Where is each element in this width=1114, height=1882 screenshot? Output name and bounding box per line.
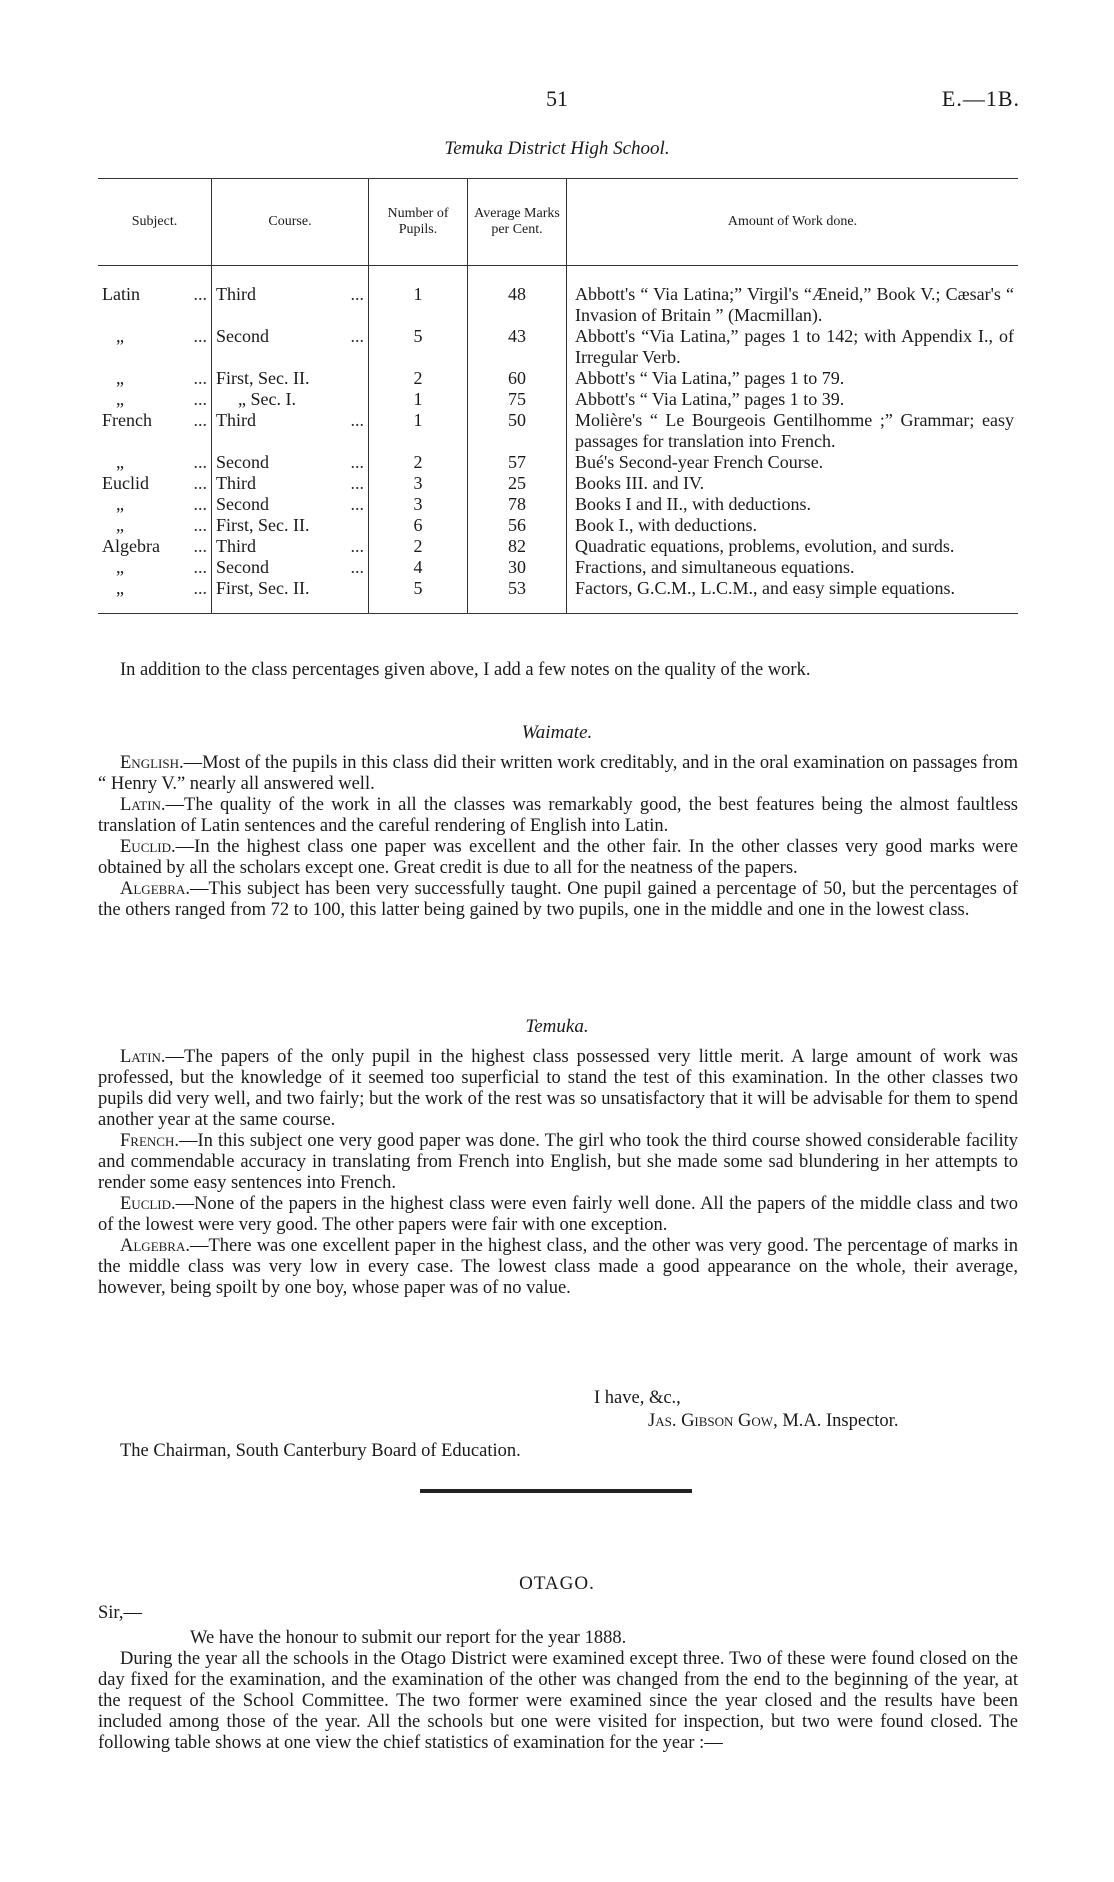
average-cell: 75 <box>468 389 567 410</box>
subject-cell <box>98 536 212 557</box>
temuka-latin-paragraph <box>98 1047 1018 1131</box>
subject-cell <box>98 266 212 327</box>
course-cell <box>212 578 369 614</box>
average-cell: 53 <box>468 578 567 614</box>
work-cell: Abbott's “ Via Latina,” pages 1 to 39. <box>567 389 1019 410</box>
subject-name: „ <box>116 326 124 346</box>
leader-dots: ... <box>193 326 207 346</box>
subject-cell <box>98 326 212 368</box>
course-name: First, Sec. II. <box>216 578 310 598</box>
number-cell: 2 <box>369 536 468 557</box>
leader-dots: ... <box>193 557 207 577</box>
signature-title: M.A. Inspector. <box>782 1411 899 1431</box>
page-reference: E.—1B. <box>941 86 1020 111</box>
number-cell: 6 <box>369 515 468 536</box>
table-row <box>98 473 1018 494</box>
temuka-section <box>98 1047 1018 1299</box>
table-row <box>98 578 1018 614</box>
course-name: Third <box>216 284 256 304</box>
header-work: Amount of Work done. <box>567 179 1019 266</box>
table-row <box>98 494 1018 515</box>
course-name: Third <box>216 410 256 430</box>
course-cell <box>212 326 369 368</box>
subject-name: Euclid <box>102 473 149 493</box>
average-cell: 78 <box>468 494 567 515</box>
leader-dots: ... <box>350 326 364 346</box>
subject-name: Algebra <box>102 536 160 556</box>
paragraph-text: —The quality of the work in all the classes was remarkably good, the best features being the almost faultless translation of Latin sentences and the careful rendering of English into Latin. <box>98 795 1018 836</box>
subject-name: „ <box>116 578 124 598</box>
course-cell <box>212 473 369 494</box>
leader-dots: ... <box>193 473 207 493</box>
subject-cell <box>98 368 212 389</box>
work-cell: Abbott's “Via Latina,” pages 1 to 142; with Appendix I., of Irregular Verb. <box>567 326 1019 368</box>
course-cell <box>212 536 369 557</box>
paragraph-label: Algebra. <box>120 879 190 899</box>
work-cell: Abbott's “ Via Latina;” Virgil's “Æneid,” Book V.; Cæsar's “ Invasion of Britain ” (Macmillan). <box>567 266 1019 327</box>
paragraph-label: Algebra. <box>120 1236 190 1256</box>
work-cell: Bué's Second-year French Course. <box>567 452 1019 473</box>
work-cell: Molière's “ Le Bourgeois Gentilhomme ;” Grammar; easy passages for translation into French. <box>567 410 1019 452</box>
subject-cell <box>98 473 212 494</box>
course-name: First, Sec. II. <box>216 368 310 388</box>
course-cell <box>212 494 369 515</box>
subject-cell <box>98 452 212 473</box>
paragraph-label: Euclid. <box>120 837 176 857</box>
otago-title: OTAGO. <box>519 1573 595 1594</box>
otago-paragraph-2: During the year all the schools in the Otago District were examined except three. Two of these were found closed on the day fixed for the examination, and the examination of the other was changed from the end to the beginning of the year, at the request of the School Committee. The two former were examined since the year closed and the results have been included among those of the year. All the schools but one were visited for inspection, but two were found closed. The following table shows at one view the chief statistics of examination for the year :— <box>98 1649 1018 1753</box>
subject-name: „ <box>116 452 124 472</box>
paragraph-text: —In this subject one very good paper was done. The girl who took the third course showed considerable facility and commendable accuracy in translating from French into English, but she made some sad blundering in her attempts to render some easy sentences into French. <box>98 1131 1018 1193</box>
temuka-french-paragraph <box>98 1131 1018 1194</box>
number-cell: 2 <box>369 452 468 473</box>
leader-dots: ... <box>350 494 364 514</box>
course-name: First, Sec. II. <box>216 515 310 535</box>
number-cell: 1 <box>369 266 468 327</box>
subject-name: Latin <box>102 284 140 304</box>
subject-name: „ <box>116 494 124 514</box>
paragraph-label: Latin. <box>120 1047 166 1067</box>
waimate-title: Waimate. <box>521 722 593 743</box>
average-cell: 25 <box>468 473 567 494</box>
waimate-english-paragraph <box>98 753 1018 795</box>
subject-name: „ <box>116 515 124 535</box>
leader-dots: ... <box>350 452 364 472</box>
paragraph-text: —This subject has been very successfully taught. One pupil gained a percentage of 50, but the percentages of the others ranged from 72 to 100, this latter being gained by two pupils, one in the middle and one in the lowest class. <box>98 879 1018 920</box>
paragraph-label: English. <box>120 753 184 773</box>
header-subject: Subject. <box>98 179 212 266</box>
course-name: Second <box>216 452 269 472</box>
closing-line: I have, &c., <box>594 1388 681 1408</box>
results-table-container <box>98 178 1018 614</box>
number-cell: 1 <box>369 410 468 452</box>
number-cell: 3 <box>369 473 468 494</box>
leader-dots: ... <box>350 410 364 430</box>
number-cell: 2 <box>369 368 468 389</box>
subject-name: „ <box>116 389 124 409</box>
course-name: „ Sec. I. <box>238 389 296 409</box>
course-name: Second <box>216 326 269 346</box>
header-number: Number of Pupils. <box>369 179 468 266</box>
subject-cell <box>98 410 212 452</box>
leader-dots: ... <box>350 284 364 304</box>
subject-cell <box>98 515 212 536</box>
paragraph-label: French. <box>120 1131 179 1151</box>
work-cell: Quadratic equations, problems, evolution, and surds. <box>567 536 1019 557</box>
course-cell <box>212 410 369 452</box>
work-cell: Factors, G.C.M., L.C.M., and easy simple equations. <box>567 578 1019 614</box>
course-name: Second <box>216 557 269 577</box>
subject-cell <box>98 494 212 515</box>
addressee: The Chairman, South Canterbury Board of Education. <box>120 1441 521 1461</box>
average-cell: 82 <box>468 536 567 557</box>
results-table <box>98 178 1018 614</box>
section-divider <box>420 1489 692 1493</box>
course-cell <box>212 515 369 536</box>
number-cell: 5 <box>369 326 468 368</box>
leader-dots: ... <box>193 515 207 535</box>
leader-dots: ... <box>193 494 207 514</box>
waimate-euclid-paragraph <box>98 837 1018 879</box>
paragraph-text: —Most of the pupils in this class did their written work creditably, and in the oral examination on passages from “ Henry V.” nearly all answered well. <box>98 753 1018 794</box>
paragraph-text: —The papers of the only pupil in the highest class possessed very little merit. A large amount of work was professed, but the knowledge of it seemed too superficial to stand the test of this examination. In the other classes two pupils did very well, and two fairly; but the work of the rest was so unsatisfactory that it will be advisable for them to spend another year at the same course. <box>98 1047 1018 1130</box>
table-row <box>98 368 1018 389</box>
course-cell <box>212 557 369 578</box>
work-cell: Books I and II., with deductions. <box>567 494 1019 515</box>
course-name: Third <box>216 473 256 493</box>
table-row <box>98 557 1018 578</box>
number-cell: 1 <box>369 389 468 410</box>
leader-dots: ... <box>193 410 207 430</box>
course-cell <box>212 389 369 410</box>
table-row <box>98 452 1018 473</box>
leader-dots: ... <box>193 536 207 556</box>
work-cell: Fractions, and simultaneous equations. <box>567 557 1019 578</box>
table-header-row <box>98 179 1018 266</box>
course-name: Second <box>216 494 269 514</box>
signature-name: Jas. Gibson Gow, <box>648 1411 778 1431</box>
average-cell: 57 <box>468 452 567 473</box>
otago-paragraph-1: We have the honour to submit our report for the year 1888. <box>190 1628 627 1648</box>
paragraph-text: —There was one excellent paper in the highest class, and the other was very good. The percentage of marks in the middle class was very low in every case. The lowest class made a good appearance on the whole, their average, however, being spoilt by one boy, whose paper was of no value. <box>98 1236 1018 1298</box>
subject-name: French <box>102 410 152 430</box>
subject-cell <box>98 578 212 614</box>
intro-note-block <box>98 660 1018 681</box>
leader-dots: ... <box>350 536 364 556</box>
intro-note: In addition to the class percentages given above, I add a few notes on the quality of the work. <box>120 660 811 680</box>
course-cell <box>212 452 369 473</box>
salutation: Sir,— <box>98 1603 142 1623</box>
leader-dots: ... <box>193 578 207 598</box>
leader-dots: ... <box>193 389 207 409</box>
subject-name: „ <box>116 368 124 388</box>
table-row <box>98 536 1018 557</box>
header-average: Average Marks per Cent. <box>468 179 567 266</box>
paragraph-text: —In the highest class one paper was excellent and the other fair. In the other classes very good marks were obtained by all the scholars except one. Great credit is due to all for the neatness of the papers. <box>98 837 1018 878</box>
course-cell <box>212 368 369 389</box>
temuka-euclid-paragraph <box>98 1194 1018 1236</box>
leader-dots: ... <box>193 284 207 304</box>
number-cell: 5 <box>369 578 468 614</box>
table-row <box>98 410 1018 452</box>
average-cell: 56 <box>468 515 567 536</box>
page-number: 51 <box>546 86 568 111</box>
number-cell: 4 <box>369 557 468 578</box>
leader-dots: ... <box>350 557 364 577</box>
waimate-algebra-paragraph <box>98 879 1018 921</box>
course-name: Third <box>216 536 256 556</box>
otago-section <box>98 1628 1018 1754</box>
subject-cell <box>98 389 212 410</box>
subject-name: „ <box>116 557 124 577</box>
subject-cell <box>98 557 212 578</box>
number-cell: 3 <box>369 494 468 515</box>
course-cell <box>212 266 369 327</box>
signature <box>648 1411 898 1432</box>
temuka-algebra-paragraph <box>98 1236 1018 1299</box>
table-row <box>98 326 1018 368</box>
work-cell: Abbott's “ Via Latina,” pages 1 to 79. <box>567 368 1019 389</box>
table-body <box>98 266 1018 614</box>
leader-dots: ... <box>193 452 207 472</box>
table-row <box>98 266 1018 327</box>
average-cell: 43 <box>468 326 567 368</box>
paragraph-text: —None of the papers in the highest class were even fairly well done. All the papers of the middle class and two of the lowest were very good. The other papers were fair with one exception. <box>98 1194 1018 1235</box>
work-cell: Book I., with deductions. <box>567 515 1019 536</box>
header-course: Course. <box>212 179 369 266</box>
leader-dots: ... <box>350 473 364 493</box>
paragraph-label: Euclid. <box>120 1194 176 1214</box>
leader-dots: ... <box>193 368 207 388</box>
waimate-section <box>98 753 1018 921</box>
waimate-latin-paragraph <box>98 795 1018 837</box>
work-cell: Books III. and IV. <box>567 473 1019 494</box>
average-cell: 48 <box>468 266 567 327</box>
table-row <box>98 515 1018 536</box>
table-row <box>98 389 1018 410</box>
temuka-title: Temuka. <box>525 1016 589 1037</box>
average-cell: 50 <box>468 410 567 452</box>
paragraph-label: Latin. <box>120 795 166 815</box>
average-cell: 30 <box>468 557 567 578</box>
school-title: Temuka District High School. <box>444 138 670 159</box>
average-cell: 60 <box>468 368 567 389</box>
